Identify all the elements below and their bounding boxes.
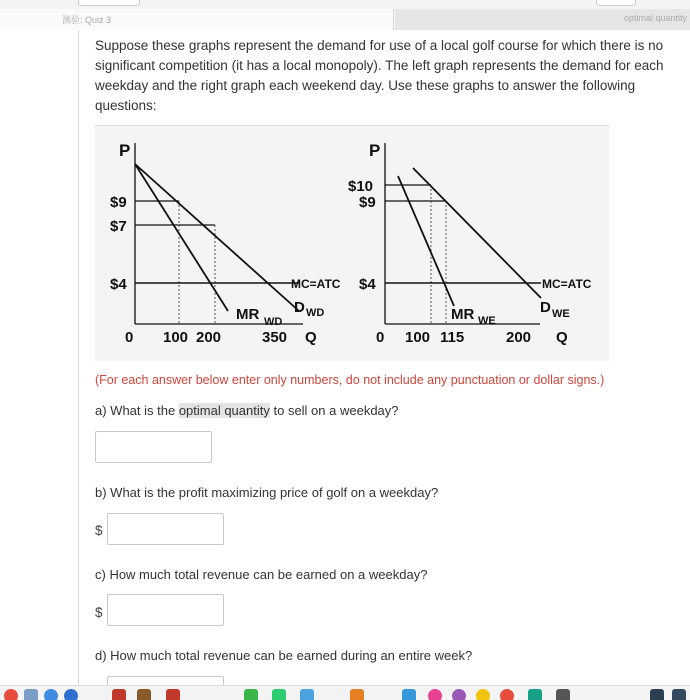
weekday-ytick-7: $7 [110, 218, 127, 235]
app-icon[interactable] [244, 689, 258, 700]
app-icon[interactable] [402, 689, 416, 700]
weekend-xtick-0: 0 [376, 329, 385, 346]
app-icon[interactable] [556, 689, 570, 700]
tab-title: 测验: Quiz 3 [62, 15, 112, 25]
instruction-note: (For each answer below enter only numbers, do not include any punctuation or dollar signs.) [95, 373, 605, 387]
app-icon[interactable] [500, 689, 514, 700]
question-a-prefix: a) What is the [95, 403, 179, 418]
weekend-mc-label: MC=ATC [542, 277, 592, 291]
weekend-xtick-115: 115 [440, 329, 465, 346]
app-icon[interactable] [476, 689, 490, 700]
question-a-suffix: to sell on a weekday? [269, 403, 399, 418]
app-icon[interactable] [672, 689, 686, 700]
app-icon[interactable] [428, 689, 442, 700]
weekday-xtick-100: 100 [163, 329, 189, 346]
weekday-xtick-350: 350 [262, 329, 288, 346]
tab-quiz[interactable] [0, 9, 394, 30]
answer-b-input[interactable] [107, 513, 224, 545]
app-icon[interactable] [24, 689, 38, 700]
weekday-ytick-9: $9 [110, 194, 127, 211]
app-icon[interactable] [528, 689, 542, 700]
weekday-xtick-0: 0 [125, 329, 134, 346]
app-icon[interactable] [4, 689, 18, 700]
weekday-mr-curve [135, 164, 228, 311]
app-icon[interactable] [137, 689, 151, 700]
weekday-mr-subscript: WD [264, 316, 283, 328]
app-icon[interactable] [64, 689, 78, 700]
question-d: d) How much total revenue can be earned during an entire week? [95, 648, 473, 663]
weekday-demand-curve [135, 164, 299, 311]
weekday-graph [110, 141, 341, 346]
app-icon[interactable] [166, 689, 180, 700]
weekend-y-axis-label: P [369, 141, 381, 160]
weekday-mr-label: MR [236, 306, 260, 323]
toolbar-button[interactable] [78, 0, 140, 6]
app-icon[interactable] [350, 689, 364, 700]
question-c: c) How much total revenue can be earned on a weekday? [95, 567, 428, 582]
question-a-highlight: optimal quantity [178, 403, 270, 418]
answer-c-dollar-sign: $ [95, 605, 103, 620]
weekend-demand-curve [413, 168, 541, 298]
app-icon[interactable] [272, 689, 286, 700]
app-icon[interactable] [650, 689, 664, 700]
weekend-x-axis-label: Q [556, 329, 568, 346]
dock [0, 685, 690, 700]
weekend-d-subscript: WE [552, 308, 570, 320]
weekday-d-subscript: WD [306, 307, 325, 319]
app-icon[interactable] [44, 689, 58, 700]
weekday-ytick-4: $4 [110, 276, 127, 293]
app-icon[interactable] [300, 689, 314, 700]
weekday-x-axis-label: Q [305, 329, 317, 346]
weekday-xtick-200: 200 [196, 329, 222, 346]
question-b: b) What is the profit maximizing price of golf on a weekday? [95, 485, 439, 500]
weekday-y-axis-label: P [119, 141, 131, 160]
answer-b-dollar-sign: $ [95, 523, 103, 538]
weekend-xtick-200: 200 [506, 329, 532, 346]
find-text: optimal quantity [623, 13, 687, 23]
weekend-d-label: D [540, 299, 551, 316]
demand-graphs [95, 125, 609, 361]
weekend-mr-label: MR [451, 306, 475, 323]
browser-tab-bar [0, 0, 690, 30]
app-icon[interactable] [112, 689, 126, 700]
question-a [95, 403, 399, 418]
weekend-ytick-4: $4 [359, 276, 376, 293]
weekend-graph [348, 141, 592, 346]
weekend-ytick-10: $10 [348, 178, 374, 195]
weekend-xtick-100: 100 [405, 329, 431, 346]
weekend-mr-subscript: WE [478, 315, 496, 327]
answer-c-input[interactable] [107, 594, 224, 626]
toolbar-button[interactable] [596, 0, 636, 6]
question-text: Suppose these graphs represent the demand for use of a local golf course for which there is no significant competition (it has a local monopoly). The left graph represents the demand for each weekday and the right graph each weekend day. Use these graphs to answer the following questions: [95, 38, 664, 113]
weekend-ytick-9: $9 [359, 194, 376, 211]
weekday-mc-label: MC=ATC [291, 277, 341, 291]
app-icon[interactable] [452, 689, 466, 700]
content-left-border [78, 30, 79, 685]
answer-a-input[interactable] [95, 431, 212, 463]
weekday-d-label: D [294, 299, 305, 316]
